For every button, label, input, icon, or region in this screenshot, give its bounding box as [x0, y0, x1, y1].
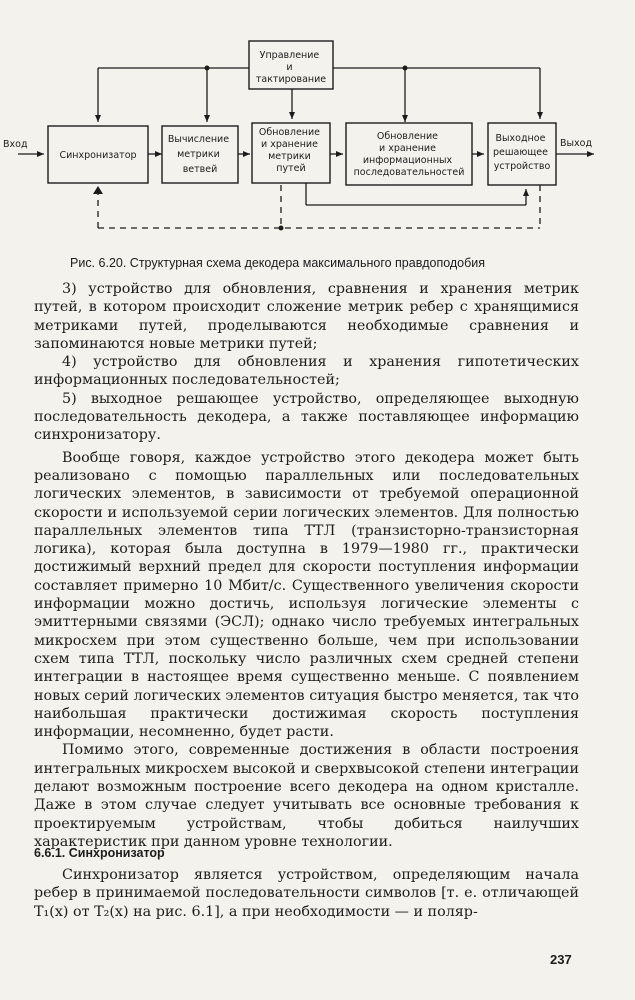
path-label-3: метрики	[268, 151, 311, 162]
control-label-2: и	[286, 62, 293, 73]
info-label-1: Обновление	[376, 131, 439, 142]
page-number: 237	[550, 952, 572, 967]
control-label-1: Управление	[259, 50, 320, 61]
branch-label-1: Вычисление	[167, 134, 230, 145]
paragraph: 4) устройство для обновления и хранения гипотетических информационных последовательностей;	[34, 354, 579, 389]
paragraph: 3) устройство для обновления, сравнения и хранения метрик путей, в котором происходит сложение метрик ребер с хранящимися метриками путей, проделываются необходимые сравнения и запоминаются новые метрики путей;	[34, 281, 579, 352]
decision-label-1: Выходное	[495, 133, 546, 144]
info-label-4: последовательностей	[353, 167, 465, 178]
svg-text:Синхронизатор	[59, 150, 136, 161]
paragraph: Вообще говоря, каждое устройство этого декодера может быть реализовано с помощью параллельных или последовательных логических элементов, в зависимости от требуемой операционной скорости и используемой серии логических элементов. Для полностью параллельных элементов типа ТТЛ (транзисторно-транзисторная логика), которая была доступна в 1979—1980 гг., практически достижимый верхний предел для скорости поступления информации составляет примерно 10 Мбит/с. Существенного увеличения скорости информации можно достичь, используя логические элементы с эмиттерными связями (ЭСЛ); однако число требуемых интегральных микросхем при этом существенно больше, чем при использовании схем типа ТТЛ, поскольку число различных схем средней степени интеграции в настоящее время существенно меньше. С появлением новых серий логических элементов ситуация быстро меняется, так что наибольшая практически достижимая скорость поступления информации, несомненно, будет расти.	[34, 449, 579, 741]
paragraph: 5) выходное решающее устройство, определяющее выходную последовательность декодера, а также поставляющее информацию синхронизатору.	[34, 390, 579, 444]
svg-text:Выходное решающее устр	[493, 133, 551, 172]
path-label-4: путей	[276, 163, 306, 174]
section-body	[34, 866, 579, 921]
output-label: Выход	[560, 138, 593, 149]
decision-label-3: устройство	[493, 161, 551, 172]
path-label-1: Обновление	[258, 127, 321, 138]
info-label-2: и хранение	[379, 143, 436, 154]
input-label: Вход	[3, 139, 28, 150]
sync-label: Синхронизатор	[59, 150, 137, 161]
path-label-2: и хранение	[261, 139, 318, 150]
branch-label-3: ветвей	[182, 164, 218, 175]
figure-caption: Рис. 6.20. Структурная схема декодера максимального правдоподобия	[70, 256, 486, 270]
info-label-3: информационных	[362, 155, 453, 166]
section-heading: 6.6.1. Синхронизатор	[34, 846, 165, 860]
block-diagram	[0, 0, 635, 250]
decision-label-2: решающее	[492, 147, 548, 158]
body-text	[34, 280, 579, 851]
paragraph: Синхронизатор является устройством, определяющим начала ребер в принимаемой последовательности символов [т. е. отличающей T₁(x) от T₂(x) на рис. 6.1], а при необходимости — и поляр-	[34, 867, 579, 920]
control-label-3: тактирование	[255, 74, 327, 85]
paragraph: Помимо этого, современные достижения в области построения интегральных микросхем высокой и сверхвысокой степени интеграции делают возможным построение всего декодера на одном кристалле. Даже в этом случае следует учитывать все основные требования к проектируемым устройствам, чтобы добиться наилучших характеристик при данном уровне технологии.	[34, 742, 579, 850]
branch-label-2: метрики	[177, 149, 220, 160]
